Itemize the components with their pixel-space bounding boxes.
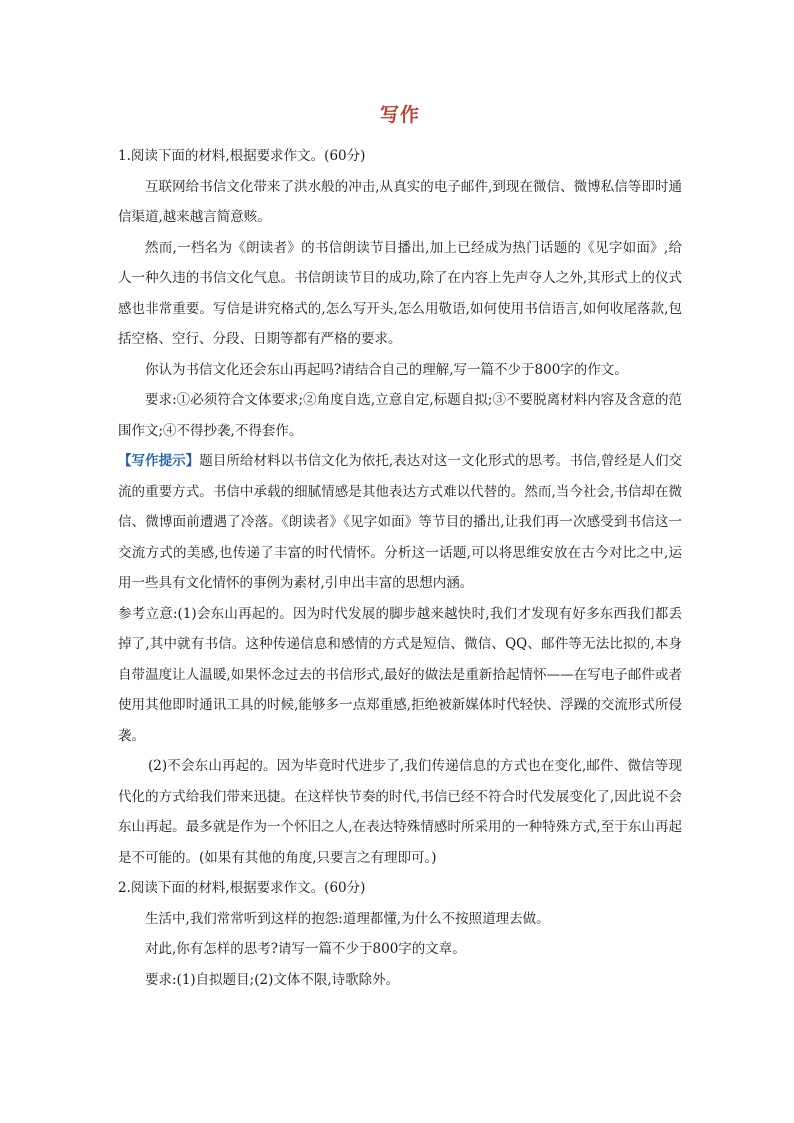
q2-heading: 2.阅读下面的材料,根据要求作文。(60分): [118, 880, 366, 896]
q2-prompt: 对此,你有怎样的思考?请写一篇不少于800字的文章。: [145, 941, 466, 957]
writing-tip-text: 题目所给材料以书信文化为依托,表达对这一文化形式的思考。书信,曾经是人们交流的重要方式。书信中承载的细腻情感是其他表达方式难以代替的。然而,当今社会,书信却在微信、微博面前遭遇了冷落。《朗读者》《见字如面》等节目的播出,让我们再一次感受到书信这一交流方式的美感,也传递了丰富的时代情怀。分析这一话题,可以将思维安放在古今对比之中,运用一些具有文化情怀的事例为素材,引申出丰富的思想内涵。: [118, 453, 682, 591]
q1-prompt: 你认为书信文化还会东山再起吗?请结合自己的理解,写一篇不少于800字的作文。: [145, 361, 628, 378]
q2-material-para-1: 生活中,我们常常听到这样的抱怨:道理都懂,为什么不按照道理去做。: [145, 910, 550, 927]
q1-material-para-1: 互联网给书信文化带来了洪水般的冲击,从真实的电子邮件,到现在微信、微博私信等即时通信渠道,越来越言简意赅。: [118, 178, 682, 225]
q1-writing-tip: [118, 446, 682, 599]
q1-reference-2: (2)不会东山再起的。因为毕竟时代进步了,我们传递信息的方式也在变化,邮件、微信等现代化的方式给我们带来迅捷。在这样快节奏的时代,书信已经不符合时代发展变化了,因此说不会东山再起。最多就是作为一个怀旧之人,在表达特殊情感时所采用的一种特殊方式,至于东山再起是不可能的。(如果有其他的角度,只要言之有理即可。): [118, 758, 682, 866]
q1-requirements: 要求:①必须符合文体要求;②角度自选,立意自定,标题自拟;③不要脱离材料内容及含意的范围作文;④不得抄袭,不得套作。: [118, 392, 682, 439]
page-title: 写作: [379, 104, 420, 126]
writing-tip-label: 【写作提示】: [118, 453, 200, 469]
q1-heading: 1.阅读下面的材料,根据要求作文。(60分): [118, 148, 366, 164]
q2-requirements: 要求:(1)自拟题目;(2)文体不限,诗歌除外。: [145, 971, 400, 988]
q1-reference-1: 参考立意:(1)会东山再起的。因为时代发展的脚步越来越快时,我们才发现有好多东西我们都丢掉了,其中就有书信。这种传递信息和感情的方式是短信、微信、QQ、邮件等无法比拟的,本身自带温度让人温暖,如果怀念过去的书信形式,最好的做法是重新拾起情怀——在写电子邮件或者使用其他即时通讯工具的时候,能够多一点郑重感,拒绝被新媒体时代轻快、浮躁的交流形式所侵袭。: [118, 605, 682, 744]
document-page: [118, 100, 682, 995]
q1-material-para-2: 然而,一档名为《朗读者》的书信朗读节目播出,加上已经成为热门话题的《见字如面》,给人一种久违的书信文化气息。书信朗读节目的成功,除了在内容上先声夺人之外,其形式上的仪式感也非常重要。写信是讲究格式的,怎么写开头,怎么用敬语,如何使用书信语言,如何收尾落款,包括空格、空行、分段、日期等都有严格的要求。: [118, 239, 682, 347]
